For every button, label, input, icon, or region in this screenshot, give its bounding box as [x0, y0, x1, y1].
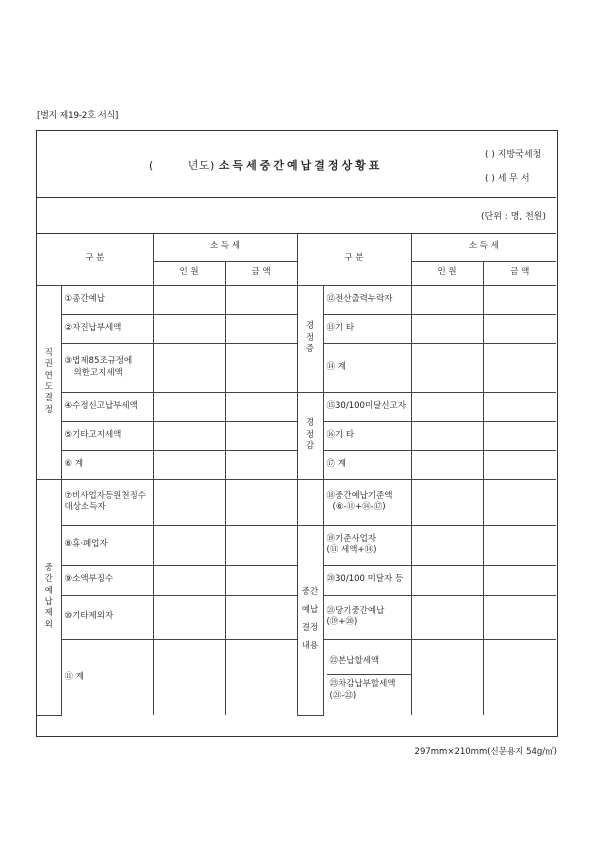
cell-amount[interactable]	[225, 639, 297, 715]
year-label: 년도)	[187, 159, 215, 172]
cell-persons[interactable]	[153, 421, 225, 450]
cell-persons[interactable]	[411, 639, 483, 715]
cell-amount[interactable]	[483, 314, 556, 343]
form-title	[149, 157, 382, 173]
unit-label: (단위 : 명, 천원)	[481, 212, 546, 222]
item-13: ⑬기 타	[323, 314, 411, 343]
item-17: ⑰ 계	[323, 450, 411, 479]
cell-amount[interactable]	[225, 450, 297, 479]
item-7: ⑦비사업자등원천징수 대상소득자	[61, 479, 153, 525]
cell-persons[interactable]	[153, 314, 225, 343]
item-18: ⑱중간예납기준액 (⑥-⑪+⑭-⑰)	[323, 479, 411, 525]
cell-amount[interactable]	[225, 479, 297, 525]
cell-persons[interactable]	[411, 343, 483, 392]
item-11: ⑪ 계	[61, 639, 153, 715]
cell-persons[interactable]	[153, 595, 225, 639]
item-12: ⑫전산출력누락자	[323, 285, 411, 314]
item-10: ⑩기타제외자	[61, 595, 153, 639]
cell-amount[interactable]	[225, 285, 297, 314]
cell-amount[interactable]	[483, 595, 556, 639]
cell-persons[interactable]	[411, 421, 483, 450]
item-3: ③법제85조규정에 의한고지세액	[61, 343, 153, 392]
item-22: ㉒본납할세액	[327, 648, 411, 675]
year-open: (	[149, 159, 154, 172]
item-23: ㉓차감납부할세액 (㉑-㉒)	[329, 679, 396, 701]
cell-amount[interactable]	[483, 479, 556, 525]
item-1: ①종간예납	[61, 285, 153, 314]
item-8: ⑧휴·폐업자	[61, 525, 153, 565]
item-9: ⑨소액부징수	[61, 565, 153, 595]
cell-amount[interactable]	[225, 565, 297, 595]
header-amount-right: 금 액	[483, 261, 556, 285]
header-tax-left: 소 득 세	[153, 233, 297, 261]
item-19: ⑲기준사업자 (⑪ 세액+⑭)	[323, 525, 411, 565]
header-gubun-left: 구 분	[37, 233, 153, 285]
cell-persons[interactable]	[153, 565, 225, 595]
cell-persons[interactable]	[411, 565, 483, 595]
item-16: ⑯기 타	[323, 421, 411, 450]
cell-amount[interactable]	[483, 343, 556, 392]
form-frame	[36, 130, 558, 737]
cell-persons[interactable]	[153, 639, 225, 715]
cell-amount[interactable]	[225, 343, 297, 392]
item-4: ④수정신고납부세액	[61, 392, 153, 421]
paper-spec: 297mm×210mm(신문용지 54g/㎡)	[414, 747, 557, 757]
header-persons-left: 인 원	[153, 261, 225, 285]
status-table	[37, 233, 556, 716]
header-gubun-right: 구 분	[297, 233, 411, 285]
regional-office-label: ( ) 지방국세청	[485, 150, 542, 160]
cell-amount[interactable]	[483, 525, 556, 565]
item-20: ⑳30/100 미달자 등	[323, 565, 411, 595]
item-6: ⑥ 계	[61, 450, 153, 479]
header-tax-right: 소 득 세	[411, 233, 556, 261]
cell-persons[interactable]	[411, 285, 483, 314]
header-persons-right: 인 원	[411, 261, 483, 285]
group-excluded: 중 간 예 납 제 외	[37, 479, 61, 715]
cell-amount[interactable]	[225, 392, 297, 421]
cell-persons[interactable]	[153, 285, 225, 314]
cell-amount[interactable]	[483, 450, 556, 479]
group-increase: 경 정 증	[297, 285, 323, 392]
cell-amount[interactable]	[225, 525, 297, 565]
item-21: ㉑당기중간예납 (⑲+⑳)	[323, 595, 411, 639]
group-ex-officio: 직 권 연 도 결 정	[37, 285, 61, 479]
item-15: ⑮30/100미달신고자	[323, 392, 411, 421]
item-2: ②자진납부세액	[61, 314, 153, 343]
cell-persons[interactable]	[153, 525, 225, 565]
cell-amount[interactable]	[483, 565, 556, 595]
unit-row	[37, 197, 556, 234]
cell-persons[interactable]	[153, 450, 225, 479]
cell-persons[interactable]	[411, 479, 483, 525]
cell-persons[interactable]	[153, 479, 225, 525]
cell-amount[interactable]	[225, 595, 297, 639]
group-content: 중간 예납 결정 내용	[297, 525, 323, 715]
cell-amount[interactable]	[483, 639, 556, 715]
cell-persons[interactable]	[411, 525, 483, 565]
cell-amount[interactable]	[225, 421, 297, 450]
cell-amount[interactable]	[483, 285, 556, 314]
cell-persons[interactable]	[411, 392, 483, 421]
cell-persons[interactable]	[411, 450, 483, 479]
cell-amount[interactable]	[225, 314, 297, 343]
title-main: 소득세중간예납결정상황표	[218, 159, 383, 172]
group-decrease: 경 정 감	[297, 392, 323, 479]
cell-amount[interactable]	[483, 421, 556, 450]
form-reference: [별지 제19-2호 서식]	[37, 111, 119, 121]
item-14: ⑭ 계	[323, 343, 411, 392]
header-amount-left: 금 액	[225, 261, 297, 285]
blank-group-cell	[297, 479, 323, 525]
cell-persons[interactable]	[153, 392, 225, 421]
tax-office-label: ( ) 세 무 서	[485, 174, 530, 184]
cell-amount[interactable]	[483, 392, 556, 421]
cell-persons[interactable]	[153, 343, 225, 392]
title-area	[37, 131, 556, 198]
item-5: ⑤기타고지세액	[61, 421, 153, 450]
item-22-23	[323, 639, 411, 715]
cell-persons[interactable]	[411, 595, 483, 639]
cell-persons[interactable]	[411, 314, 483, 343]
